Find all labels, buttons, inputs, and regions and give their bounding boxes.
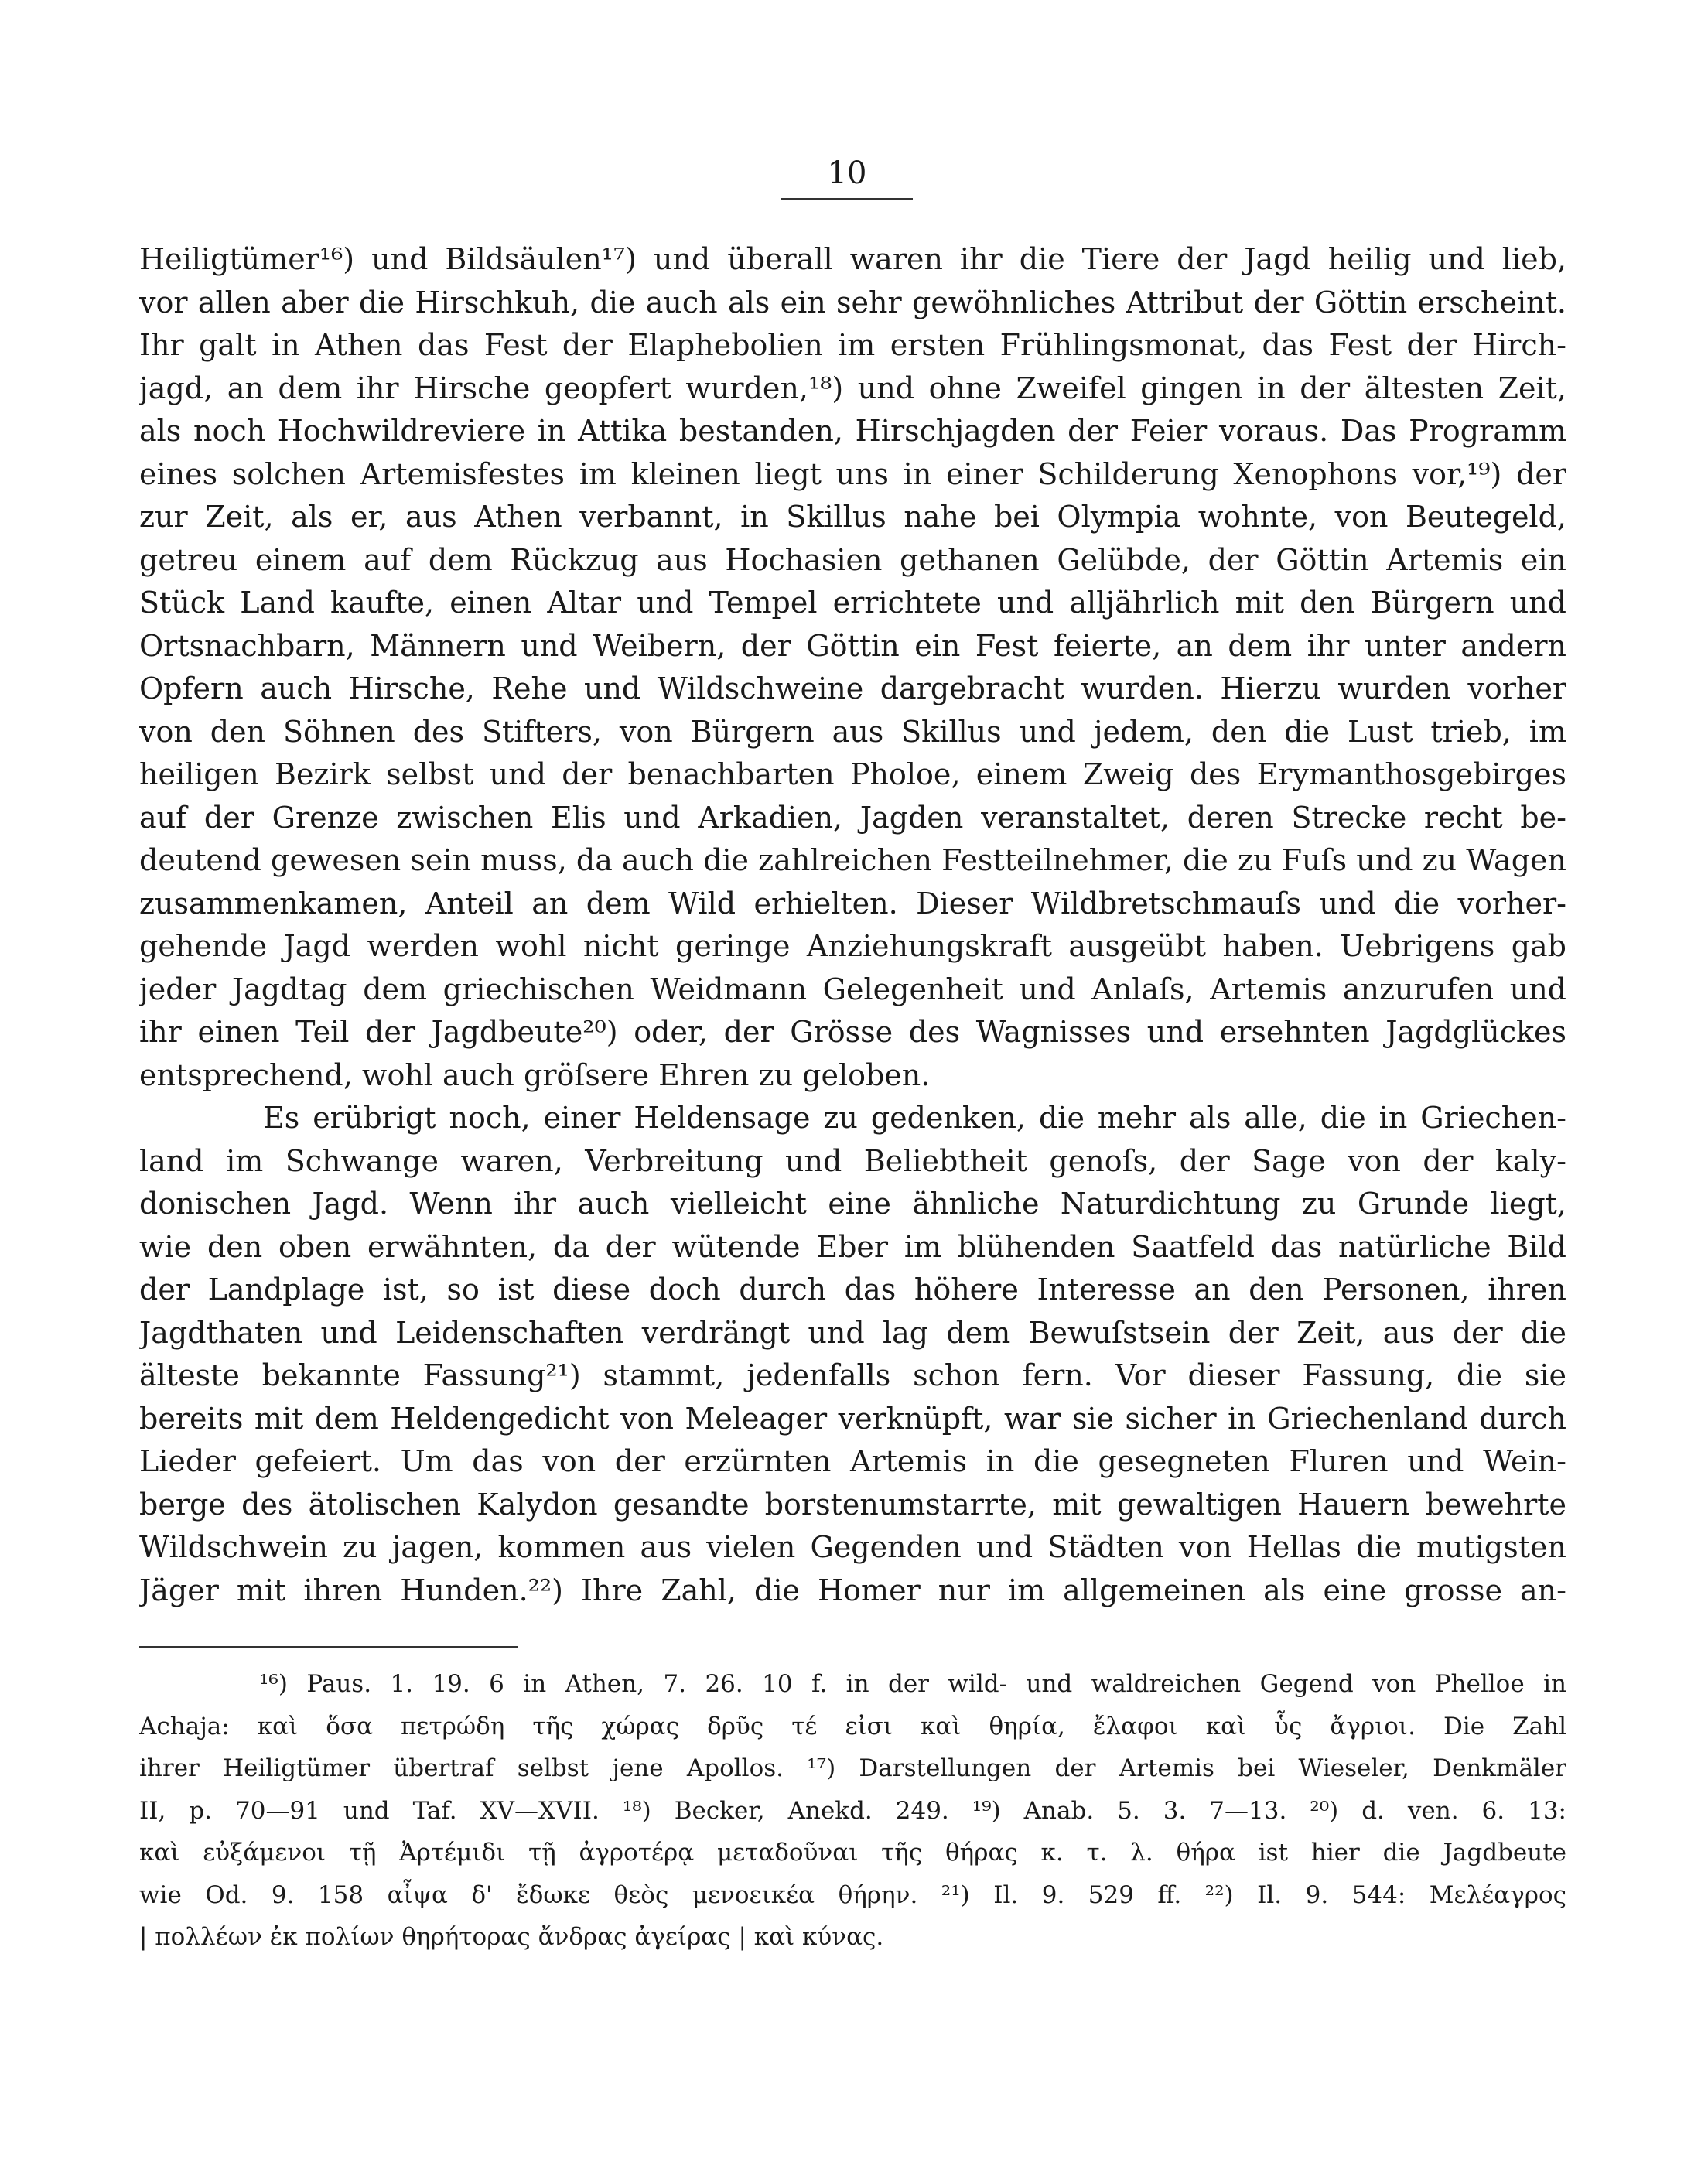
page-number-rule bbox=[781, 198, 913, 200]
body-line: getreu einem auf dem Rückzug aus Hochasien gethanen Gelübde, der Göttin Artemis ein bbox=[139, 542, 1566, 577]
body-line: zusammenkamen, Anteil an dem Wild erhielten. Dieser Wildbretschmauſs und die vorher- bbox=[139, 886, 1566, 921]
body-line: jagd, an dem ihr Hirsche geopfert wurden,¹⁸) und ohne Zweifel gingen in der ältesten Zeit, bbox=[139, 371, 1566, 405]
footnote-line: | πολλέων ἐκ πολίων θηρήτορας ἄνδρας ἀγείρας | καὶ κύνας. bbox=[139, 1923, 884, 1951]
footnote-line: wie Od. 9. 158 αἶψα δ' ἔδωκε θεὸς μενοεικέα θήρην. ²¹) Il. 9. 529 ff. ²²) Il. 9. 544: Μελέαγρος bbox=[139, 1880, 1566, 1909]
body-line: gehende Jagd werden wohl nicht geringe Anziehungskraft ausgeübt haben. Uebrigens gab bbox=[139, 929, 1566, 963]
body-line: heiligen Bezirk selbst und der benachbarten Pholoe, einem Zweig des Erymanthosgebirges bbox=[139, 757, 1566, 791]
body-line: bereits mit dem Heldengedicht von Meleager verknüpft, war sie sicher in Griechenland durch bbox=[139, 1401, 1566, 1436]
body-line: eines solchen Artemisfestes im kleinen liegt uns in einer Schilderung Xenophons vor,¹⁹) der bbox=[139, 456, 1566, 491]
page-number: 10 bbox=[827, 155, 867, 191]
body-line: Heiligtümer¹⁶) und Bildsäulen¹⁷) und überall waren ihr die Tiere der Jagd heilig und lieb, bbox=[139, 242, 1566, 276]
body-line: als noch Hochwildreviere in Attika bestanden, Hirschjagden der Feier voraus. Das Programm bbox=[139, 414, 1566, 448]
footnote-line: II, p. 70—91 und Taf. XV—XVII. ¹⁸) Becker, Anekd. 249. ¹⁹) Anab. 5. 3. 7—13. ²⁰) d. ven. 6. 13: bbox=[139, 1796, 1566, 1825]
footnote-line: καὶ εὐξάμενοι τῇ Ἀρτέμιδι τῇ ἀγροτέρᾳ μεταδοῦναι τῆς θήρας κ. τ. λ. θήρα ist hier die Jagdbeute bbox=[139, 1839, 1566, 1867]
body-line: der Landplage ist, so ist diese doch durch das höhere Interesse an den Personen, ihren bbox=[139, 1272, 1566, 1307]
footnotes bbox=[139, 1663, 1566, 1959]
body-line: wie den oben erwähnten, da der wütende Eber im blühenden Saatfeld das natürliche Bild bbox=[139, 1229, 1566, 1264]
body-line: Jagdthaten und Leidenschaften verdrängt und lag dem Bewuſstsein der Zeit, aus der die bbox=[139, 1315, 1566, 1350]
body-line: Opfern auch Hirsche, Rehe und Wildschweine dargebracht wurden. Hierzu wurden vorher bbox=[139, 671, 1566, 705]
body-line: auf der Grenze zwischen Elis und Arkadien, Jagden veranstaltet, deren Strecke recht be- bbox=[139, 800, 1566, 835]
body-line: entsprechend, wohl auch gröſsere Ehren zu geloben. bbox=[139, 1057, 931, 1092]
body-line: jeder Jagdtag dem griechischen Weidmann Gelegenheit und Anlaſs, Artemis anzurufen und bbox=[139, 972, 1566, 1006]
body-line: Jäger mit ihren Hunden.²²) Ihre Zahl, die Homer nur im allgemeinen als eine grosse an- bbox=[139, 1573, 1566, 1607]
body-line: vor allen aber die Hirschkuh, die auch als ein sehr gewöhnliches Attribut der Göttin erscheint. bbox=[139, 285, 1566, 319]
body-line: Es erübrigt noch, einer Heldensage zu gedenken, die mehr als alle, die in Griechen- bbox=[263, 1101, 1566, 1135]
body-text bbox=[139, 238, 1566, 1612]
body-line: ihr einen Teil der Jagdbeute²⁰) oder, der Grösse des Wagnisses und ersehnten Jagdglückes bbox=[139, 1015, 1566, 1049]
body-line: Ortsnachbarn, Männern und Weibern, der Göttin ein Fest feierte, an dem ihr unter andern bbox=[139, 628, 1566, 663]
body-line: älteste bekannte Fassung²¹) stammt, jedenfalls schon fern. Vor dieser Fassung, die sie bbox=[139, 1358, 1566, 1392]
footnote-rule bbox=[139, 1646, 518, 1648]
body-line: berge des ätolischen Kalydon gesandte borstenumstarrte, mit gewaltigen Hauern bewehrte bbox=[139, 1487, 1566, 1522]
body-line: von den Söhnen des Stifters, von Bürgern aus Skillus und jedem, den die Lust trieb, im bbox=[139, 714, 1566, 749]
body-line: Wildschwein zu jagen, kommen aus vielen Gegenden und Städten von Hellas die mutigsten bbox=[139, 1530, 1566, 1564]
footnote-line: ¹⁶) Paus. 1. 19. 6 in Athen, 7. 26. 10 f. in der wild- und waldreichen Gegend von Phelloe in bbox=[259, 1670, 1566, 1698]
body-line: land im Schwange waren, Verbreitung und Beliebtheit genoſs, der Sage von der kaly- bbox=[139, 1143, 1566, 1178]
body-line: Stück Land kaufte, einen Altar und Tempel errichtete und alljährlich mit den Bürgern und bbox=[139, 586, 1566, 620]
footnote-line: ihrer Heiligtümer übertraf selbst jene Apollos. ¹⁷) Darstellungen der Artemis bei Wieseler, Denkmäler bbox=[139, 1754, 1566, 1782]
footnote-line: Achaja: καὶ ὅσα πετρώδη τῆς χώρας δρῦς τέ εἰσι καὶ θηρία, ἔλαφοι καὶ ὗς ἄγριοι. Die Zahl bbox=[139, 1712, 1566, 1740]
body-line: donischen Jagd. Wenn ihr auch vielleicht eine ähnliche Naturdichtung zu Grunde liegt, bbox=[139, 1187, 1566, 1221]
body-line: Ihr galt in Athen das Fest der Elaphebolien im ersten Frühlingsmonat, das Fest der Hirch- bbox=[139, 328, 1566, 362]
body-line: deutend gewesen sein muss, da auch die zahlreichen Festteilnehmer, die zu Fuſs und zu Wagen bbox=[139, 843, 1566, 877]
body-line: zur Zeit, als er, aus Athen verbannt, in Skillus nahe bei Olympia wohnte, von Beutegeld, bbox=[139, 500, 1566, 534]
body-line: Lieder gefeiert. Um das von der erzürnten Artemis in die gesegneten Fluren und Wein- bbox=[139, 1444, 1566, 1478]
